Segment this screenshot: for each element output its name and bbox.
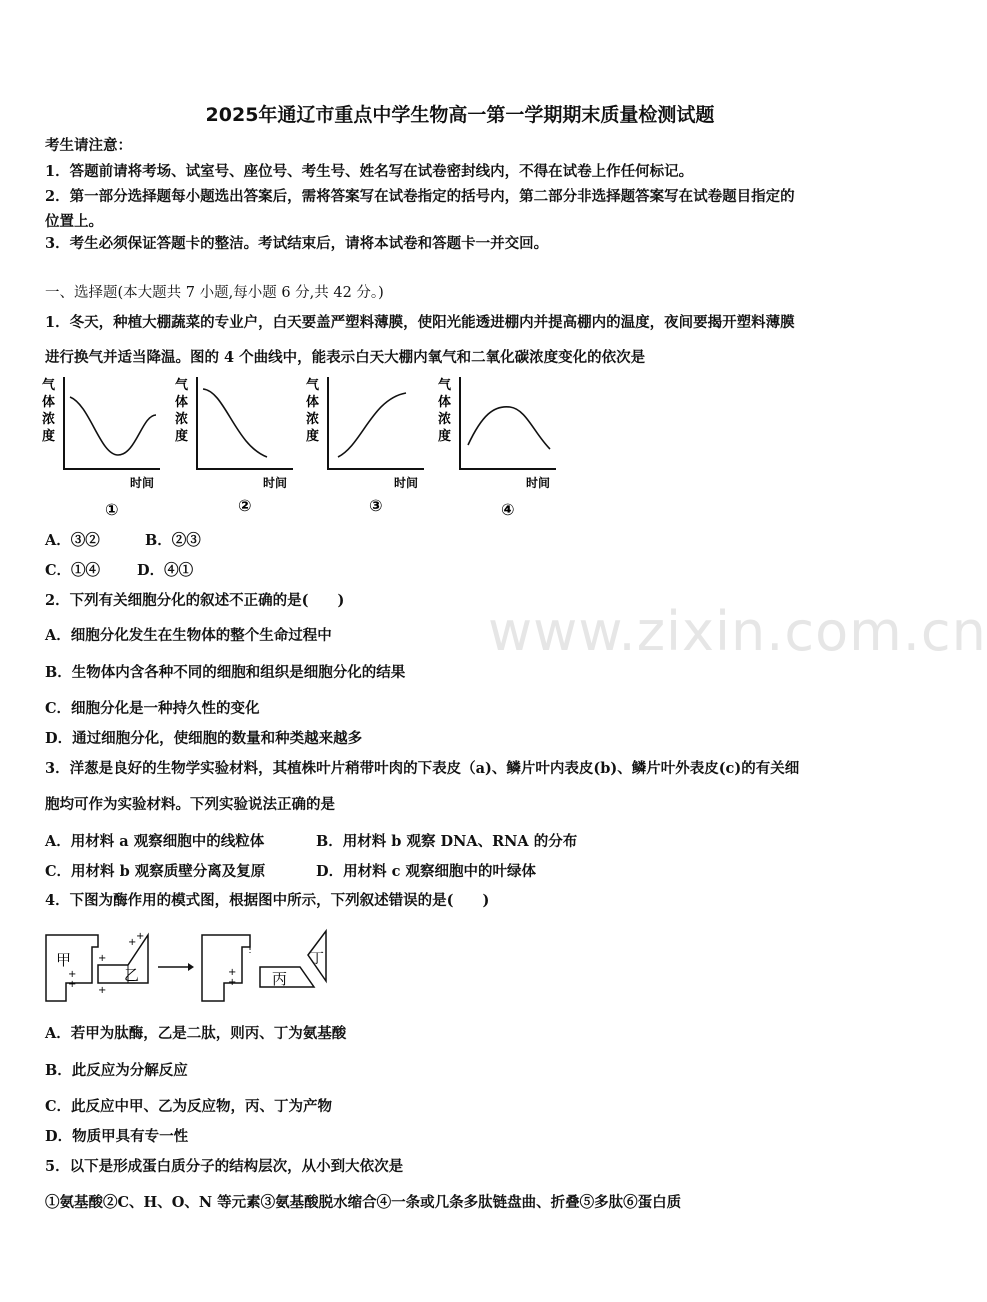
svg-text:+: +: [68, 979, 77, 990]
q4-stem: 4．下图为酶作用的模式图，根据图中所示，下列叙述错误的是( ): [45, 892, 490, 909]
svg-text:时间: 时间: [394, 476, 419, 490]
svg-text:②: ②: [238, 496, 252, 515]
svg-text:气: 气: [175, 378, 189, 393]
graph-2: [175, 377, 293, 515]
svg-text:度: 度: [438, 429, 452, 444]
notice-item: 2．第一部分选择题每小题选出答案后，需将答案写在试卷指定的括号内，第二部分非选择题答案写在试卷题目指定的: [45, 188, 795, 205]
svg-text:④: ④: [501, 500, 515, 519]
svg-text:+: +: [98, 953, 107, 964]
q4-option-d[interactable]: D．物质甲具有专一性: [45, 1128, 189, 1145]
notice-heading: 考生请注意：: [45, 137, 132, 154]
notice-item: 3．考生必须保证答题卡的整洁。考试结束后，请将本试卷和答题卡一并交回。: [45, 235, 549, 252]
q5-items: ①氨基酸②C、H、O、N 等元素③氨基酸脱水缩合④一条或几条多肽链盘曲、折叠⑤多肽⑥蛋白质: [45, 1194, 682, 1211]
label-yi: 乙: [124, 966, 140, 984]
enzyme-jia-shape: [46, 935, 98, 1001]
page-title: 2025年通辽市重点中学生物高一第一学期期末质量检测试题: [205, 104, 715, 126]
enzyme-after-shape: [202, 935, 250, 1001]
q2-stem: 2．下列有关细胞分化的叙述不正确的是( ): [45, 592, 345, 609]
svg-text:度: 度: [175, 429, 189, 444]
svg-text:体: 体: [306, 395, 320, 410]
q1-stem-line2: 进行换气并适当降温。图的 4 个曲线中，能表示白天大棚内氧气和二氧化碳浓度变化的依次是: [45, 349, 646, 366]
graph-4: [438, 377, 556, 519]
curve-decreasing: [203, 389, 267, 457]
q1-graphs: [42, 375, 582, 525]
svg-text:气: 气: [438, 378, 452, 393]
svg-text:时间: 时间: [526, 476, 551, 490]
svg-text:+: +: [98, 985, 107, 996]
q4-option-c[interactable]: C．此反应中甲、乙为反应物，丙、丁为产物: [45, 1098, 333, 1115]
q4-enzyme-diagram: [44, 925, 344, 1007]
svg-text:气: 气: [306, 378, 320, 393]
label-ding: 丁: [310, 951, 324, 967]
y-label-char: 度: [42, 429, 56, 444]
q5-stem: 5．以下是形成蛋白质分子的结构层次，从小到大依次是: [45, 1158, 404, 1175]
q2-option-c[interactable]: C．细胞分化是一种持久性的变化: [45, 700, 260, 717]
q3-option-d[interactable]: D．用材料 c 观察细胞中的叶绿体: [316, 863, 536, 880]
watermark: www.zixin.com.cn: [488, 600, 987, 663]
q3-stem-line1: 3．洋葱是良好的生物学实验材料，其植株叶片稍带叶肉的下表皮（a)、鳞片叶内表皮(b)、鳞片叶外表皮(c)的有关细: [45, 760, 800, 777]
q2-option-b[interactable]: B．生物体内含各种不同的细胞和组织是细胞分化的结果: [45, 664, 406, 681]
graph-1: [42, 377, 160, 519]
svg-text:+: +: [128, 937, 137, 948]
svg-text:+: +: [228, 967, 237, 978]
q2-option-a[interactable]: A．细胞分化发生在生物体的整个生命过程中: [45, 627, 332, 644]
svg-text:时间: 时间: [263, 476, 288, 490]
y-label-char: 气: [42, 378, 56, 393]
label-bing: 丙: [272, 970, 288, 988]
q3-stem-line2: 胞均可作为实验材料。下列实验说法正确的是: [45, 796, 335, 813]
svg-text:浓: 浓: [175, 412, 189, 427]
q4-option-b[interactable]: B．此反应为分解反应: [45, 1062, 188, 1079]
q3-option-c[interactable]: C．用材料 b 观察质壁分离及复原: [45, 863, 266, 880]
y-label-char: 浓: [42, 412, 56, 427]
q1-stem-line1: 1．冬天，种植大棚蔬菜的专业户，白天要盖严塑料薄膜，使阳光能透进棚内并提高棚内的温度，夜间要揭开塑料薄膜: [45, 314, 795, 331]
svg-text:浓: 浓: [306, 412, 320, 427]
svg-text:体: 体: [438, 395, 452, 410]
label-jia: 甲: [56, 951, 72, 969]
section-heading: 一、选择题(本大题共 7 小题,每小题 6 分,共 42 分。): [45, 285, 384, 301]
q1-option-b[interactable]: B．②③: [145, 532, 201, 549]
svg-text:体: 体: [175, 395, 189, 410]
q3-option-b[interactable]: B．用材料 b 观察 DNA、RNA 的分布: [316, 833, 578, 850]
graph-number: ①: [105, 500, 119, 519]
curve-increasing: [338, 393, 406, 457]
svg-text:度: 度: [306, 429, 320, 444]
notice-item: 位置上。: [45, 213, 103, 230]
q1-option-c[interactable]: C．①④: [45, 562, 101, 579]
curve-n: [468, 407, 550, 449]
q2-option-d[interactable]: D．通过细胞分化，使细胞的数量和种类越来越多: [45, 730, 363, 747]
q1-option-d[interactable]: D．④①: [137, 562, 194, 579]
curve-u: [70, 397, 156, 455]
q3-option-a[interactable]: A．用材料 a 观察细胞中的线粒体: [45, 833, 265, 850]
svg-text:+: +: [136, 931, 145, 942]
svg-text:浓: 浓: [438, 412, 452, 427]
graph-3: [306, 377, 424, 515]
y-label-char: 体: [42, 395, 56, 410]
svg-text:③: ③: [369, 496, 383, 515]
notice-item: 1．答题前请将考场、试室号、座位号、考生号、姓名写在试卷密封线内，不得在试卷上作任何标记。: [45, 163, 694, 180]
q4-option-a[interactable]: A．若甲为肽酶，乙是二肽，则丙、丁为氨基酸: [45, 1025, 347, 1042]
q1-option-a[interactable]: A．③②: [45, 532, 100, 549]
x-label: 时间: [130, 476, 155, 490]
svg-text:+: +: [68, 969, 77, 980]
svg-text:+: +: [228, 977, 237, 988]
